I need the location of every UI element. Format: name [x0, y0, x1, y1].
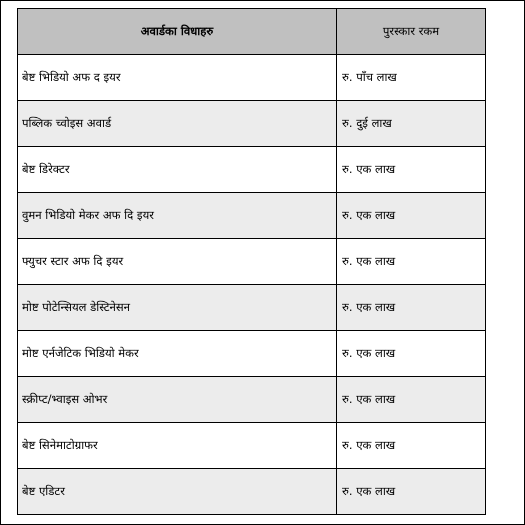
award-category: स्क्रीप्ट/भ्वाइस ओभर: [18, 377, 337, 423]
prize-amount: रु. एक लाख: [337, 331, 486, 377]
table-row: [18, 147, 486, 193]
prize-amount: रु. पाँच लाख: [337, 55, 486, 101]
table-row: [18, 377, 486, 423]
prize-amount: रु. एक लाख: [337, 147, 486, 193]
award-category: मोष्ट एर्नजेटिक भिडियो मेकर: [18, 331, 337, 377]
table-row: [18, 193, 486, 239]
header-award-categories: अवार्डका विधाहरु: [18, 9, 337, 55]
table-row: [18, 331, 486, 377]
prize-amount: रु. एक लाख: [337, 377, 486, 423]
prize-amount: रु. एक लाख: [337, 285, 486, 331]
award-category: मोष्ट पोटेन्सियल डेस्टिनेसन: [18, 285, 337, 331]
table-row: [18, 239, 486, 285]
award-category: बेष्ट भिडियो अफ द इयर: [18, 55, 337, 101]
table-row: [18, 55, 486, 101]
header-prize-amount: पुरस्कार रकम: [337, 9, 486, 55]
table-row: [18, 285, 486, 331]
award-category: बेष्ट सिनेमाटोग्राफर: [18, 423, 337, 469]
award-category: वुमन भिडियो मेकर अफ दि इयर: [18, 193, 337, 239]
table-row: [18, 101, 486, 147]
award-category: बेष्ट एडिटर: [18, 469, 337, 515]
table-header-row: [18, 9, 486, 55]
prize-amount: रु. दुई लाख: [337, 101, 486, 147]
award-category: फ्युचर स्टार अफ दि इयर: [18, 239, 337, 285]
awards-table: [17, 8, 486, 515]
prize-amount: रु. एक लाख: [337, 469, 486, 515]
prize-amount: रु. एक लाख: [337, 423, 486, 469]
table-row: [18, 469, 486, 515]
prize-amount: रु. एक लाख: [337, 239, 486, 285]
prize-amount: रु. एक लाख: [337, 193, 486, 239]
table-row: [18, 423, 486, 469]
award-category: बेष्ट डिरेक्टर: [18, 147, 337, 193]
award-category: पब्लिक च्वोइस अवार्ड: [18, 101, 337, 147]
